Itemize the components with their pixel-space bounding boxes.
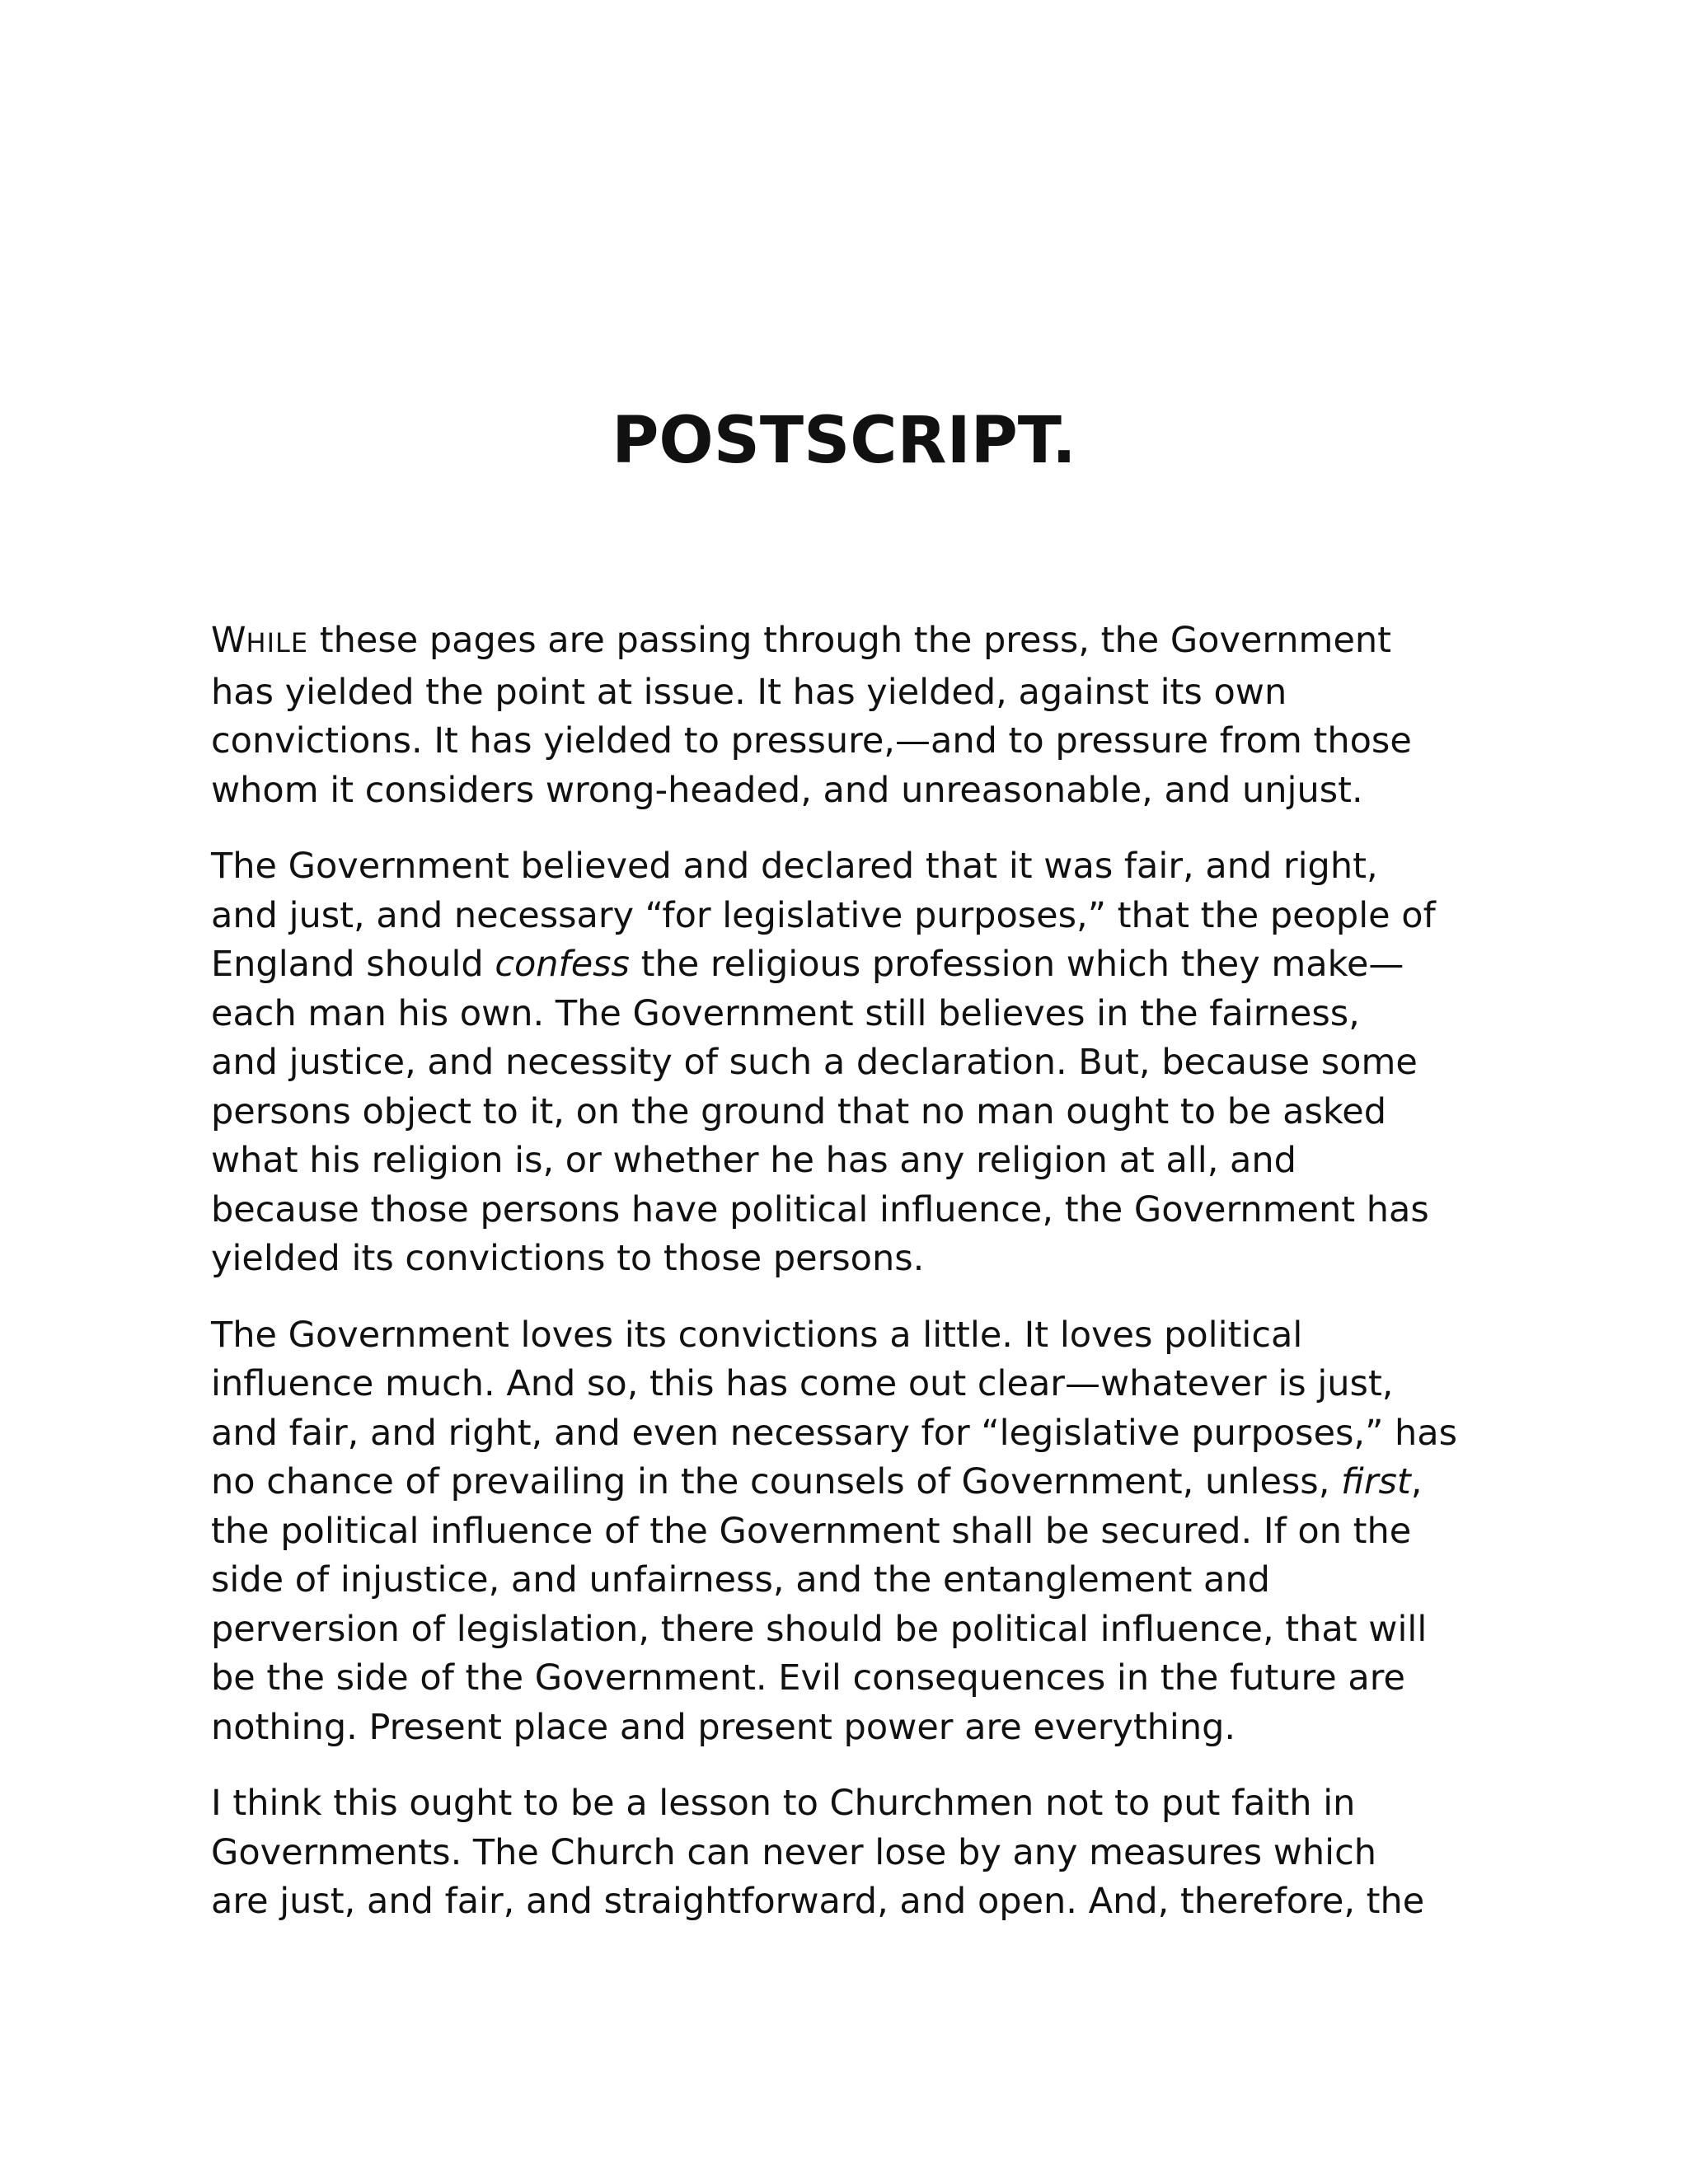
paragraph xyxy=(211,842,1497,1284)
text-line: whom it considers wrong-headed, and unreasonable, and unjust. xyxy=(211,769,1363,811)
text-line: nothing. Present place and present power are everything. xyxy=(211,1706,1236,1748)
text-line: side of injustice, and unfairness, and the entanglement and xyxy=(211,1559,1270,1601)
text-line: perversion of legislation, there should be political influence, that will xyxy=(211,1608,1428,1650)
line-text-after: , xyxy=(1410,1461,1423,1502)
text-line xyxy=(211,616,1497,668)
small-caps-rest: HILE xyxy=(246,627,309,658)
text-line xyxy=(211,940,1497,990)
text-line: each man his own. The Government still believes in the fairness, xyxy=(211,992,1360,1034)
text-line: and justice, and necessity of such a declaration. But, because some xyxy=(211,1042,1418,1083)
text-line xyxy=(211,1458,1497,1507)
text-line: I think this ought to be a lesson to Churchmen not to put faith in xyxy=(211,1783,1356,1824)
text-line: are just, and fair, and straightforward, and open. And, therefore, the xyxy=(211,1881,1425,1922)
paragraph xyxy=(211,616,1497,815)
text-line: The Government loves its convictions a little. It loves political xyxy=(211,1314,1303,1356)
text-line: because those persons have political influence, the Government has xyxy=(211,1188,1429,1230)
text-line: yielded its convictions to those persons. xyxy=(211,1238,925,1279)
paragraph xyxy=(211,1311,1497,1753)
text-line: The Government believed and declared that it was fair, and right, xyxy=(211,846,1378,887)
text-line: convictions. It has yielded to pressure,—and to pressure from those xyxy=(211,720,1412,762)
text-line: the political influence of the Government shall be secured. If on the xyxy=(211,1510,1412,1552)
line-text-after: the religious profession which they make— xyxy=(629,944,1404,985)
text-line: be the side of the Government. Evil consequences in the future are xyxy=(211,1657,1405,1699)
paragraph xyxy=(211,1779,1497,1927)
page-title: POSTSCRIPT. xyxy=(612,404,1076,478)
text-line: influence much. And so, this has come out clear—whatever is just, xyxy=(211,1363,1394,1404)
italic-word: confess xyxy=(495,944,630,985)
text-line: and just, and necessary “for legislative purposes,” that the people of xyxy=(211,894,1436,936)
text-line: what his religion is, or whether he has any religion at all, and xyxy=(211,1140,1296,1181)
text-line: Governments. The Church can never lose by any measures which xyxy=(211,1831,1377,1873)
line-text-before: no chance of prevailing in the counsels of Government, unless, xyxy=(211,1461,1342,1502)
line-text: these pages are passing through the press, the Government xyxy=(308,620,1392,661)
body-text xyxy=(211,616,1497,1954)
italic-word: first xyxy=(1341,1461,1411,1502)
line-text-before: England should xyxy=(211,944,495,985)
small-caps-initial: W xyxy=(211,620,246,661)
text-line: has yielded the point at issue. It has yielded, against its own xyxy=(211,671,1287,713)
text-line: and fair, and right, and even necessary for “legislative purposes,” has xyxy=(211,1412,1458,1454)
text-line: persons object to it, on the ground that no man ought to be asked xyxy=(211,1090,1387,1132)
